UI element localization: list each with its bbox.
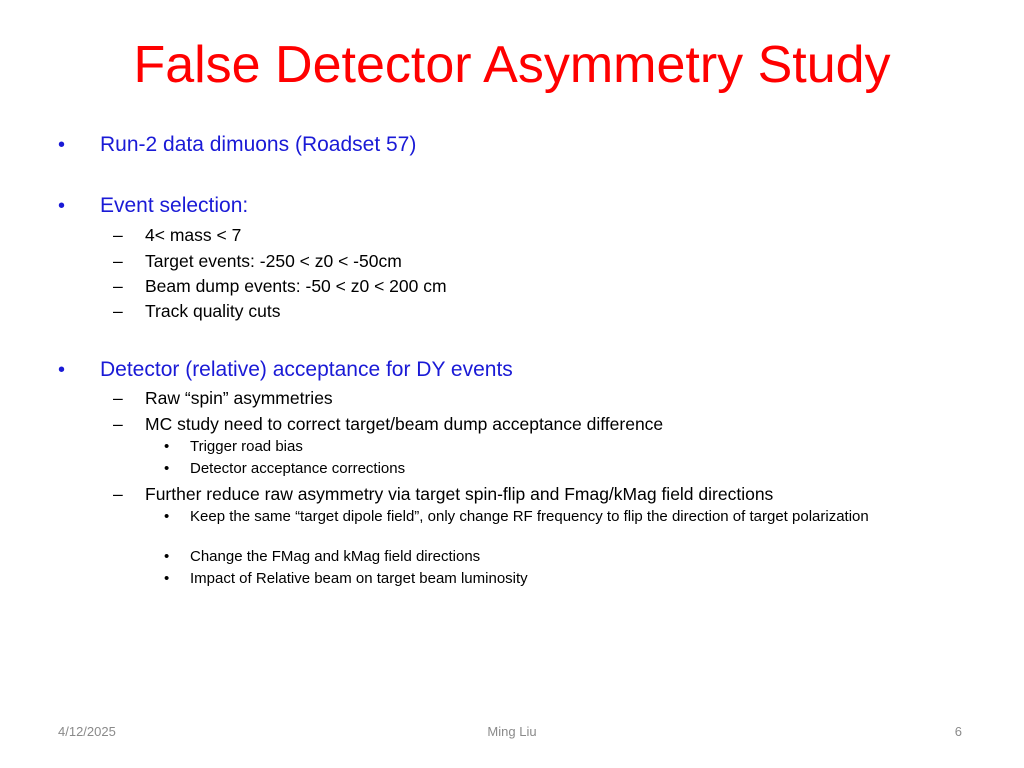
sub-item-further-reduce xyxy=(113,483,774,505)
sub-bullet-marker: • xyxy=(164,460,170,477)
sub-item-text: Raw “spin” asymmetries xyxy=(145,388,333,408)
sub-item-target-events xyxy=(113,250,402,272)
bullet-text: Detector (relative) acceptance for DY events xyxy=(100,358,513,381)
bullet-marker: • xyxy=(58,359,66,381)
bullet-detector-acceptance xyxy=(58,357,513,383)
bullet-text: Event selection: xyxy=(100,194,249,217)
sub-item-text: 4< mass < 7 xyxy=(145,225,242,245)
sub-bullet-marker: • xyxy=(164,508,170,525)
sub-sub-item-text: Impact of Relative beam on target beam luminosity xyxy=(190,570,528,587)
sub-item-text: Track quality cuts xyxy=(145,301,281,321)
sub-item-text: Target events: -250 < z0 < -50cm xyxy=(145,251,402,271)
bullet-marker: • xyxy=(58,195,66,217)
slide-title: False Detector Asymmetry Study xyxy=(133,36,891,94)
sub-sub-item-text: Keep the same “target dipole field”, only change RF frequency to flip the direction of target polarization xyxy=(190,508,869,525)
sub-sub-item-detector-corrections xyxy=(164,460,406,478)
dash-marker: – xyxy=(113,414,123,434)
footer-page-number: 6 xyxy=(954,724,962,739)
sub-sub-item-luminosity xyxy=(164,570,528,588)
bullet-marker: • xyxy=(58,134,66,156)
bullet-event-selection xyxy=(58,193,249,219)
sub-item-text: Beam dump events: -50 < z0 < 200 cm xyxy=(145,276,447,296)
sub-item-text: Further reduce raw asymmetry via target spin-flip and Fmag/kMag field directions xyxy=(145,484,774,504)
dash-marker: – xyxy=(113,484,123,504)
dash-marker: – xyxy=(113,388,123,408)
sub-sub-item-trigger-road xyxy=(164,438,303,456)
sub-sub-item-field-directions xyxy=(164,548,481,566)
sub-bullet-marker: • xyxy=(164,548,170,565)
sub-item-text: MC study need to correct target/beam dump acceptance difference xyxy=(145,414,664,434)
sub-sub-item-text: Trigger road bias xyxy=(190,438,303,455)
dash-marker: – xyxy=(113,251,123,271)
sub-sub-item-text: Detector acceptance corrections xyxy=(190,460,406,477)
sub-sub-item-text: Change the FMag and kMag field directions xyxy=(190,548,481,565)
sub-sub-item-target-dipole xyxy=(164,508,890,526)
bullet-run2-data xyxy=(58,132,417,158)
dash-marker: – xyxy=(113,276,123,296)
sub-item-mc-study xyxy=(113,413,664,435)
sub-bullet-marker: • xyxy=(164,438,170,455)
sub-item-beam-dump-events xyxy=(113,275,447,297)
sub-item-track-quality xyxy=(113,300,281,322)
sub-item-raw-spin xyxy=(113,387,333,409)
dash-marker: – xyxy=(113,225,123,245)
sub-item-mass-cut xyxy=(113,224,242,246)
footer-author: Ming Liu xyxy=(487,724,537,739)
dash-marker: – xyxy=(113,301,123,321)
footer-date: 4/12/2025 xyxy=(58,724,116,739)
bullet-text: Run-2 data dimuons (Roadset 57) xyxy=(100,133,417,156)
sub-bullet-marker: • xyxy=(164,570,170,587)
